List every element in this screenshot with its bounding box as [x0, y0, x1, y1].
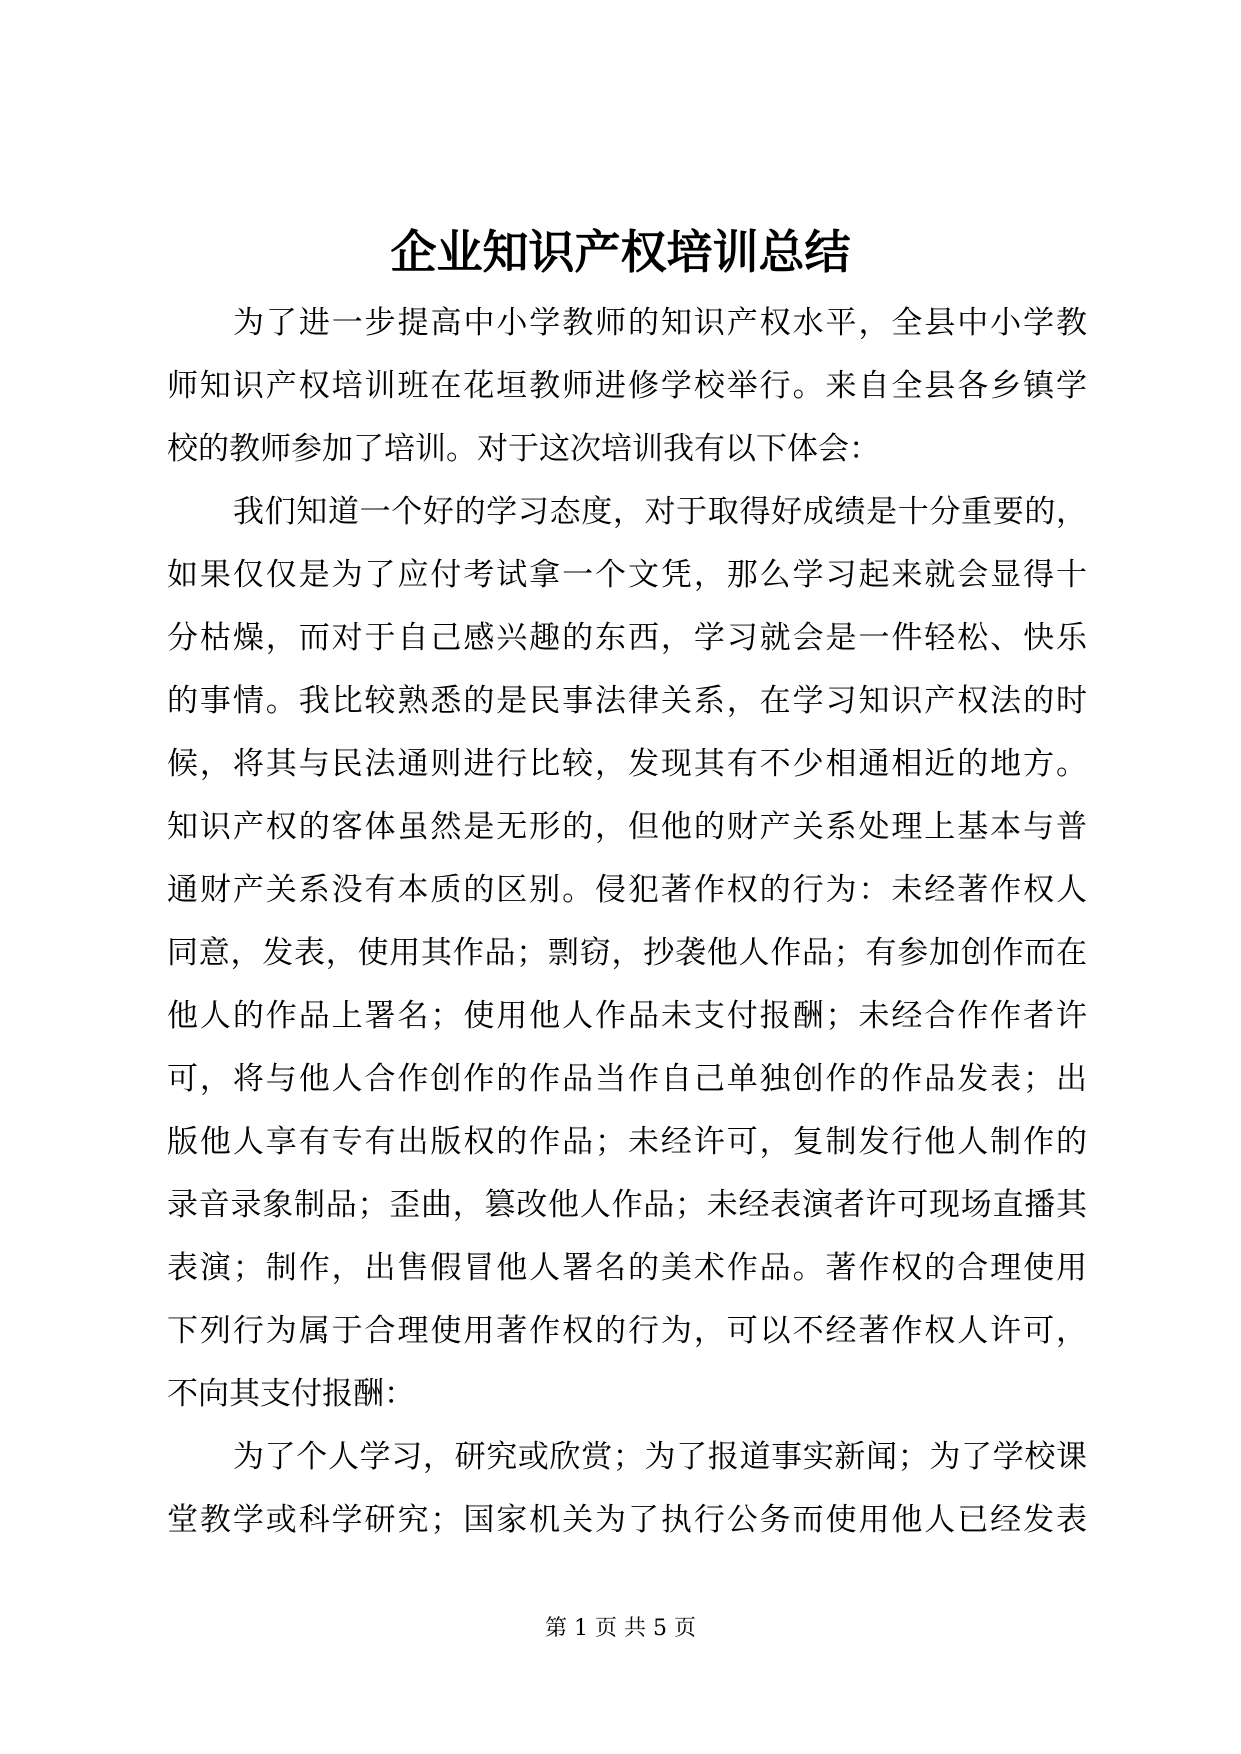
paragraph-3-line-2: 堂教学或科学研究；国家机关为了执行公务而使用他人已经发表 — [167, 1502, 1087, 1538]
paragraph-2-line-10: 可，将与他人合作创作的作品当作自己单独创作的作品发表；出 — [167, 1061, 1087, 1097]
document-body — [167, 292, 1087, 1552]
paragraph-2-line-5: 候，将其与民法通则进行比较，发现其有不少相通相近的地方。 — [167, 746, 1087, 782]
paragraph-1-line-3: 校的教师参加了培训。对于这次培训我有以下体会： — [167, 431, 880, 467]
paragraph-2-line-6: 知识产权的客体虽然是无形的，但他的财产关系处理上基本与普 — [167, 809, 1087, 845]
paragraph-3-line-1: 为了个人学习，研究或欣赏；为了报道事实新闻；为了学校课 — [233, 1439, 1087, 1475]
paragraph-2-line-4: 的事情。我比较熟悉的是民事法律关系，在学习知识产权法的时 — [167, 683, 1087, 719]
paragraph-2-line-3: 分枯燥，而对于自己感兴趣的东西，学习就会是一件轻松、快乐 — [167, 620, 1087, 656]
paragraph-2-line-11: 版他人享有专有出版权的作品；未经许可，复制发行他人制作的 — [167, 1124, 1087, 1160]
paragraph-1-line-1: 为了进一步提高中小学教师的知识产权水平，全县中小学教 — [233, 305, 1087, 341]
paragraph-2-line-2: 如果仅仅是为了应付考试拿一个文凭，那么学习起来就会显得十 — [167, 557, 1087, 593]
paragraph-2-line-1: 我们知道一个好的学习态度，对于取得好成绩是十分重要的， — [233, 494, 1087, 530]
paragraph-2-line-13: 表演；制作，出售假冒他人署名的美术作品。著作权的合理使用 — [167, 1250, 1087, 1286]
paragraph-2-line-12: 录音录象制品；歪曲，篡改他人作品；未经表演者许可现场直播其 — [167, 1187, 1087, 1223]
paragraph-2-line-14: 下列行为属于合理使用著作权的行为，可以不经著作权人许可， — [167, 1313, 1087, 1349]
paragraph-2-line-15: 不向其支付报酬： — [167, 1376, 415, 1412]
paragraph-2-line-7: 通财产关系没有本质的区别。侵犯著作权的行为：未经著作权人 — [167, 872, 1087, 908]
paragraph-1-line-2: 师知识产权培训班在花垣教师进修学校举行。来自全县各乡镇学 — [167, 368, 1087, 404]
paragraph-2-line-8: 同意，发表，使用其作品；剽窃，抄袭他人作品；有参加创作而在 — [167, 935, 1087, 971]
paragraph-2-line-9: 他人的作品上署名；使用他人作品未支付报酬；未经合作作者许 — [167, 998, 1087, 1034]
page-number-footer: 第 1 页 共 5 页 — [545, 1616, 696, 1641]
document-title: 企业知识产权培训总结 — [390, 225, 851, 279]
